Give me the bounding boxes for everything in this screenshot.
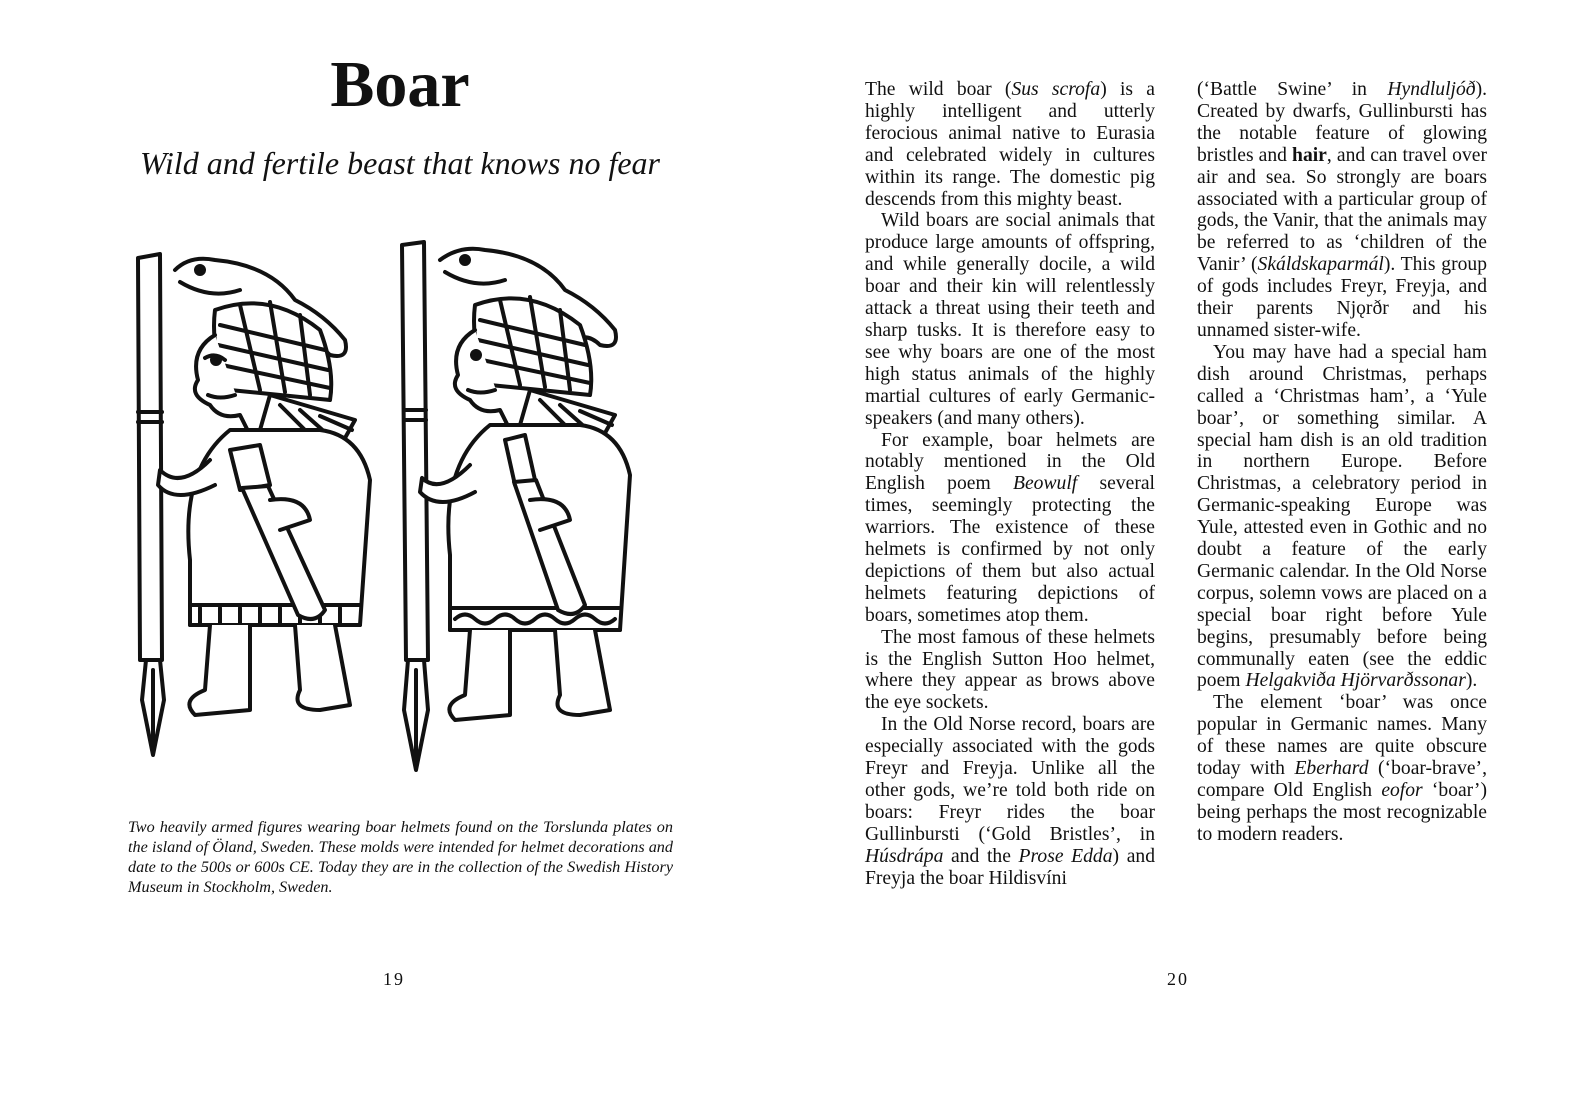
text-run: The element ‘boar’ was once popular in Germanic names. Many of these names are quite obscure today with bbox=[1197, 692, 1487, 780]
right-page bbox=[794, 0, 1588, 1110]
paragraph bbox=[1197, 692, 1487, 845]
paragraph bbox=[865, 79, 1155, 210]
text-run-bold: hair bbox=[1292, 144, 1327, 166]
paragraph: The most famous of these helmets is the English Sutton Hoo helmet, where they appear as brows above the eye sockets. bbox=[865, 626, 1155, 714]
text-run-italic: Skáldskaparmál bbox=[1257, 254, 1384, 276]
text-run-italic: Prose Edda bbox=[1018, 845, 1113, 867]
text-run: In the Old Norse record, boars are especially associated with the gods Freyr and Freyja. Unlike all the other gods, we’re told both ride on boars: Freyr rides the boar Gullinbursti (‘Gold Bristles’, in bbox=[865, 714, 1155, 845]
text-run: ). Created by dwarfs, Gullinbursti has the notable feature of glowing bristles and bbox=[1197, 79, 1487, 166]
boar-helmet-warriors-illustration bbox=[120, 230, 680, 790]
text-run: You may have had a special ham dish around Christmas, perhaps called a ‘Christmas ham’, a ‘Yule boar’, or something similar. A special ham dish is an old tradition in northern Europe. Before Christmas, a celebratory period in Germanic-speaking Europe was Yule, attested even in Gothic and no doubt a feature of the early Germanic calendar. In the Old Norse corpus, solemn vows are placed on a special boar right before Yule begins, presumably before being communally eaten (see the eddic poem bbox=[1197, 341, 1487, 692]
text-run: and the bbox=[943, 845, 1019, 867]
text-run-italic: Helgakviða Hjörvarðssonar bbox=[1245, 670, 1466, 692]
text-run-italic: Hyndluljóð bbox=[1387, 79, 1476, 100]
text-run-italic: Húsdrápa bbox=[865, 845, 944, 867]
text-run-italic: Eberhard bbox=[1294, 758, 1369, 780]
paragraph: Wild boars are social animals that produce large amounts of offspring, and while generally docile, a wild boar and their kin will relentlessly attack a threat using their teeth and sharp tusks. It is therefore easy to see why boars are one of the most high status animals of the highly martial cultures of early Germanic-speakers (and many others). bbox=[865, 210, 1155, 429]
text-column-1 bbox=[865, 79, 1155, 890]
text-run: (‘boar-brave’, compare Old English bbox=[1197, 758, 1487, 801]
text-run-italic: Beowulf bbox=[1013, 473, 1078, 495]
text-run: ‘boar’) being perhaps the most recognizable to modern readers. bbox=[1197, 780, 1487, 845]
paragraph bbox=[865, 714, 1155, 889]
paragraph bbox=[1197, 79, 1487, 342]
text-run: ). bbox=[1465, 670, 1478, 692]
page-subtitle: Wild and fertile beast that knows no fear bbox=[140, 145, 660, 181]
text-run: several times, seemingly protecting the warriors. The existence of these helmets is confirmed by not only depictions of them but also actual helmets featuring depictions of boars, sometimes atop them. bbox=[865, 473, 1155, 626]
text-column-2 bbox=[1197, 79, 1487, 846]
text-run-italic: eofor bbox=[1381, 780, 1423, 801]
page-title: Boar bbox=[330, 48, 470, 121]
warrior-figure-right bbox=[402, 242, 630, 770]
text-run: The wild boar ( bbox=[865, 79, 1012, 100]
paragraph bbox=[865, 430, 1155, 627]
text-run: , and can travel over air and sea. So strongly are boars associated with a particular group of gods, the Vanir, that the animals may be referred to as ‘children of the Vanir’ ( bbox=[1197, 144, 1487, 276]
text-run: ). This group of gods includes Freyr, Freyja, and their parents Njǫrðr and his unnamed sister-wife. bbox=[1197, 254, 1487, 341]
page-number-right: 20 bbox=[1167, 969, 1189, 989]
text-run-italic: Sus scrofa bbox=[1011, 79, 1101, 100]
page-number-left: 19 bbox=[383, 969, 405, 989]
paragraph bbox=[1197, 342, 1487, 693]
figure-caption: Two heavily armed figures wearing boar helmets found on the Torslunda plates on the island of Öland, Sweden. These molds were intended for helmet decorations and date to the 500s or 600s CE. Today they are in the collection of the Swedish History Museum in Stockholm, Sweden. bbox=[128, 818, 673, 896]
text-run: ) and Freyja the boar Hildisvíni bbox=[865, 845, 1155, 889]
warrior-figure-left bbox=[138, 254, 370, 755]
text-run: For example, boar helmets are notably mentioned in the Old English poem bbox=[865, 429, 1155, 495]
text-run: ) is a highly intelligent and utterly ferocious animal native to Eurasia and celebrated widely in cultures within its range. The domestic pig descends from this mighty beast. bbox=[865, 79, 1156, 210]
text-run: (‘Battle Swine’ in bbox=[1197, 79, 1388, 100]
